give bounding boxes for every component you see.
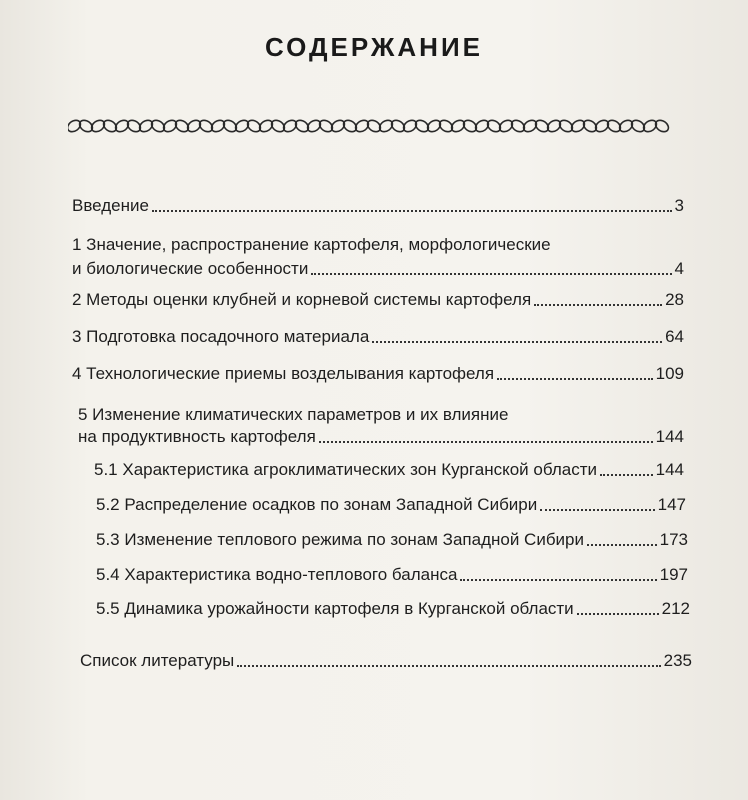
dot-leader (311, 273, 671, 275)
dot-leader (600, 474, 653, 476)
dot-leader (497, 378, 653, 380)
toc-entry-section-5-2[interactable] (96, 494, 686, 516)
toc-entry-section-5-4[interactable] (96, 564, 688, 586)
dot-leader (237, 665, 660, 667)
dot-leader (460, 579, 656, 581)
toc-page-number: 235 (663, 651, 692, 670)
toc-entry-chapter-5[interactable] (78, 426, 684, 448)
toc-entry-chapter-5-line-1: 5 Изменение климатических параметров и их влияние (78, 405, 509, 424)
toc-entry-bibliography[interactable] (80, 650, 692, 672)
toc-page-number: 173 (659, 530, 688, 549)
toc-entry-title: 5.5 Динамика урожайности картофеля в Курганской области (96, 599, 574, 618)
dot-leader (319, 441, 653, 443)
toc-entry-title: 2 Методы оценки клубней и корневой системы картофеля (72, 290, 532, 309)
toc-page-number: 144 (655, 427, 684, 446)
toc-entry-title: 5.3 Изменение теплового режима по зонам Западной Сибири (96, 530, 585, 549)
toc-entry-chapter-3[interactable] (72, 326, 684, 348)
toc-page-number: 197 (659, 565, 688, 584)
dot-leader (372, 341, 662, 343)
toc-page-number: 147 (657, 495, 686, 514)
toc-page-number: 3 (674, 196, 684, 215)
toc-entry-title: 5.2 Распределение осадков по зонам Западной Сибири (96, 495, 538, 514)
ornament-link (653, 118, 670, 134)
toc-entry-title: и биологические особенности (72, 259, 309, 278)
toc-entry-title: Введение (72, 196, 149, 215)
toc-entry-title: 3 Подготовка посадочного материала (72, 327, 370, 346)
toc-entry-title: 5.4 Характеристика водно-теплового баланса (96, 565, 458, 584)
dot-leader (540, 509, 654, 511)
toc-entry-title: на продуктивность картофеля (78, 427, 316, 446)
toc-page-number: 144 (655, 460, 684, 479)
toc-page-number: 4 (674, 259, 684, 278)
toc-entry-chapter-1[interactable] (72, 258, 684, 280)
toc-entry-section-5-3[interactable] (96, 529, 688, 551)
toc-page-number: 109 (655, 364, 684, 383)
toc-entry-chapter-4[interactable] (72, 363, 684, 385)
toc-entry-title: Список литературы (80, 651, 235, 670)
ornament-divider (68, 114, 680, 138)
page-title: СОДЕРЖАНИЕ (265, 32, 483, 62)
toc-entry-section-5-1[interactable] (94, 459, 684, 481)
toc-entry-title: 4 Технологические приемы возделывания картофеля (72, 364, 495, 383)
toc-entry-section-5-5[interactable] (96, 598, 690, 620)
toc-entry-title: 5.1 Характеристика агроклиматических зон Курганской области (94, 460, 597, 479)
toc-page-number: 212 (661, 599, 690, 618)
toc-entry-introduction[interactable] (72, 195, 684, 217)
toc-page-number: 64 (665, 327, 684, 346)
dot-leader (534, 304, 662, 306)
toc-entry-chapter-1-line-1: 1 Значение, распространение картофеля, морфологические (72, 235, 551, 254)
dot-leader (577, 613, 659, 615)
dot-leader (587, 544, 657, 546)
dot-leader (152, 210, 672, 212)
toc-page-number: 28 (665, 290, 684, 309)
toc-entry-chapter-2[interactable] (72, 289, 684, 311)
